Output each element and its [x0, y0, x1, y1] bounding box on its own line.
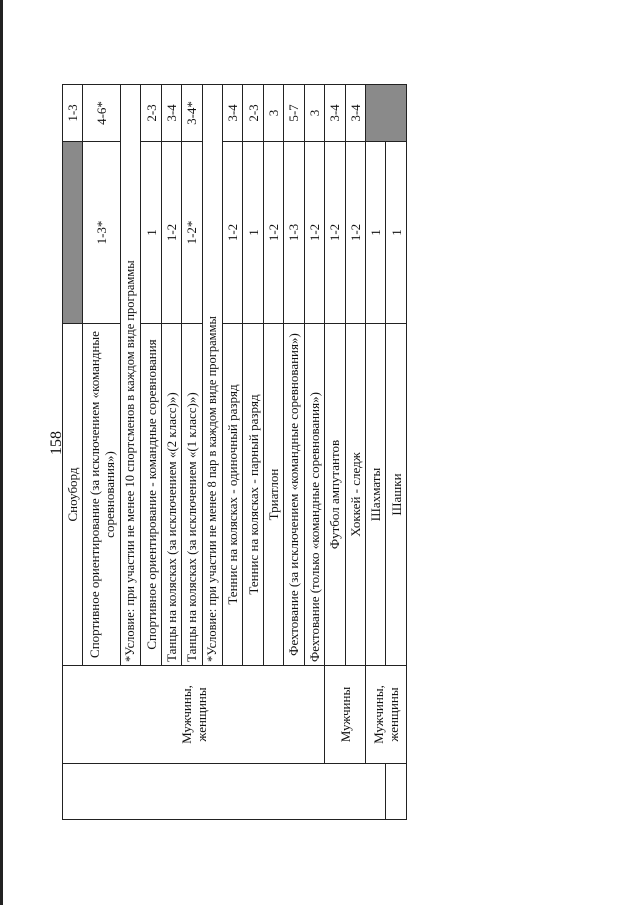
condition-note: *Условие: при участии не менее 10 спортсменов в каждом виде программы: [120, 85, 140, 666]
discipline-cell: Спортивное ориентирование (за исключением «командные соревнования»): [83, 324, 120, 666]
value-cell: 1-2: [161, 142, 181, 324]
discipline-cell: Шахматы: [365, 324, 385, 666]
group-label: Мужчины: [325, 666, 366, 764]
value-cell: 1-2: [304, 142, 324, 324]
discipline-cell: Спортивное ориентирование - командные соревнования: [141, 324, 161, 666]
value-cell: 1-2: [325, 142, 345, 324]
value-cell: 1: [141, 142, 161, 324]
value-cell: 2-3: [141, 85, 161, 142]
value-cell: 3-4*: [182, 85, 202, 142]
value-cell: 3-4: [222, 85, 242, 142]
empty-cell: [63, 764, 386, 820]
value-cell: 1: [365, 142, 385, 324]
value-cell: 1: [386, 142, 407, 324]
value-cell: 3: [263, 85, 283, 142]
discipline-cell: Фехтование (за исключением «командные соревнования»): [284, 324, 304, 666]
group-label: Мужчины, женщины: [63, 666, 325, 764]
value-cell: 1: [243, 142, 263, 324]
value-cell: 5-7: [284, 85, 304, 142]
sports-table: [62, 84, 407, 820]
discipline-cell: Сноуборд: [63, 324, 83, 666]
value-cell: 2-3: [243, 85, 263, 142]
discipline-cell: Триатлон: [263, 324, 283, 666]
page-number: 158: [48, 431, 65, 455]
discipline-cell: Шашки: [386, 324, 407, 666]
value-cell: 3: [304, 85, 324, 142]
discipline-cell: Танцы на колясках (за исключением «(1 класс)»): [182, 324, 202, 666]
value-cell: 1-3: [284, 142, 304, 324]
discipline-cell: Хоккей - следж: [345, 324, 365, 666]
group-label: Мужчины, женщины: [365, 666, 406, 764]
table-row: [63, 85, 83, 820]
value-cell: 1-3: [63, 85, 83, 142]
table-row: [325, 85, 345, 820]
value-cell: 3-4: [325, 85, 345, 142]
value-cell: 1-2*: [182, 142, 202, 324]
value-cell: 3-4: [345, 85, 365, 142]
shaded-cell: [63, 142, 83, 324]
discipline-cell: Танцы на колясках (за исключением «(2 класс)»): [161, 324, 181, 666]
value-cell: 1-2: [345, 142, 365, 324]
discipline-cell: Теннис на колясках - одиночный разряд: [222, 324, 242, 666]
empty-cell: [386, 764, 407, 820]
discipline-cell: Футбол ампутантов: [325, 324, 345, 666]
sports-table-wrapper: [62, 85, 407, 820]
shaded-cell: [365, 85, 406, 142]
value-cell: 1-2: [222, 142, 242, 324]
condition-note: *Условие: при участии не менее 8 пар в каждом виде программы: [202, 85, 222, 666]
value-cell: 3-4: [161, 85, 181, 142]
value-cell: 4-6*: [83, 85, 120, 142]
value-cell: 1-2: [263, 142, 283, 324]
scan-edge: [0, 0, 3, 905]
discipline-cell: Фехтование (только «командные соревнования»): [304, 324, 324, 666]
table-row: [365, 85, 385, 820]
discipline-cell: Теннис на колясках - парный разряд: [243, 324, 263, 666]
value-cell: 1-3*: [83, 142, 120, 324]
